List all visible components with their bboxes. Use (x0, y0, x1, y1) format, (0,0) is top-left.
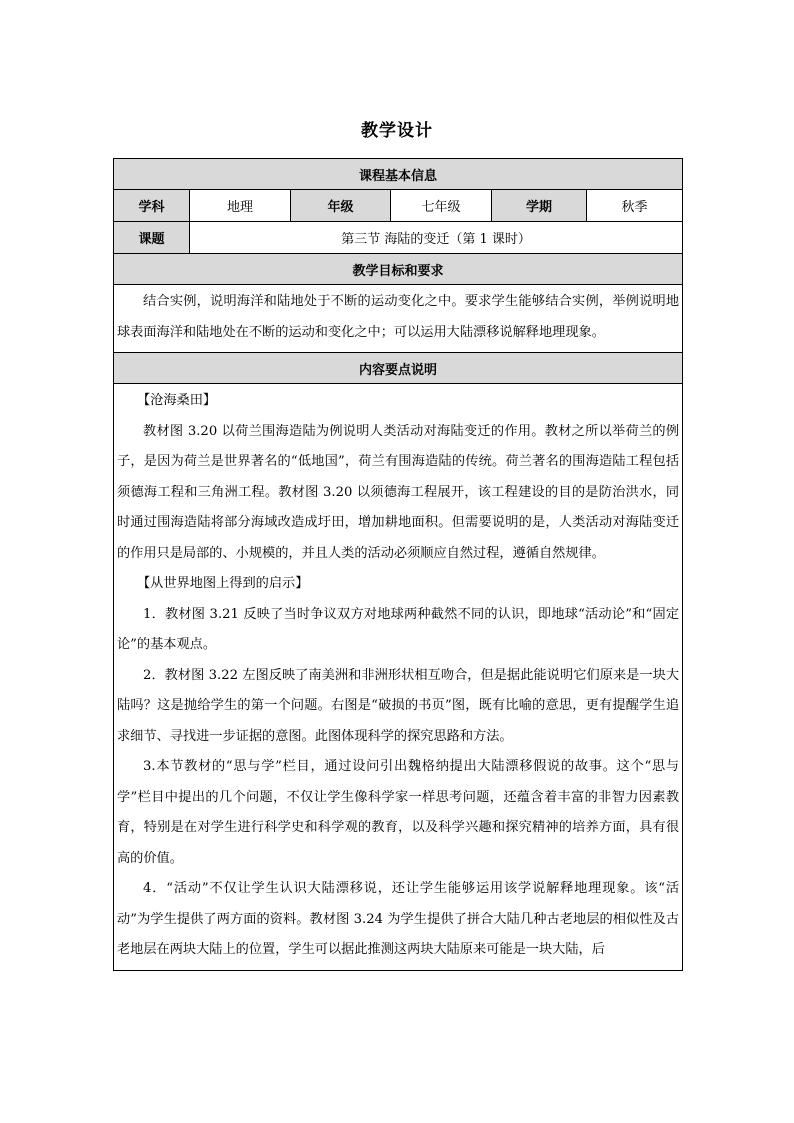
topic-value: 第三节 海陆的变迁（第 1 课时） (190, 222, 683, 254)
section-heading-world-map: 【从世界地图上得到的启示】 (137, 576, 309, 591)
subject-value: 地理 (190, 190, 291, 222)
content-paragraph: 4．“活动”不仅让学生认识大陆漂移说，还让学生能够运用该学说解释地理现象。该“活动”为学生提供了两方面的资料。教材图 3.24 为学生提供了拼合大陆几种古老地层的相似性及古老地层在两块大陆上的位置，学生可以据此推测这两块大陆原来可能是一块大陆，后 (117, 881, 680, 957)
objectives-body (114, 285, 683, 353)
content-body (114, 384, 683, 971)
subject-label: 学科 (114, 190, 190, 222)
document-title: 教学设计 (361, 121, 433, 141)
term-value: 秋季 (587, 190, 683, 222)
basic-info-header: 课程基本信息 (114, 159, 683, 190)
content-paragraph: 教材图 3.20 以荷兰围海造陆为例说明人类活动对海陆变迁的作用。教材之所以举荷兰的例子，是因为荷兰是世界著名的“低地国”，荷兰有围海造陆的传统。荷兰著名的围海造陆工程包括须德海工程和三角洲工程。教材图 3.20 以须德海工程展开，该工程建设的目的是防治洪水，同时通过围海造陆将部分海域改造成圩田，增加耕地面积。但需要说明的是，人类活动对海陆变迁的作用只是局部的、小规模的，并且人类的活动必须顺应自然过程，遵循自然规律。 (117, 423, 680, 561)
grade-value: 七年级 (391, 190, 492, 222)
lesson-plan-table (113, 158, 683, 971)
content-paragraph: 2．教材图 3.22 左图反映了南美洲和非洲形状相互吻合，但是据此能说明它们原来是一块大陆吗？这是抛给学生的第一个问题。右图是“破损的书页”图，既有比喻的意思，更有提醒学生追求细节、寻找进一步证据的意图。此图体现科学的探究思路和方法。 (117, 667, 680, 744)
objectives-text: 结合实例，说明海洋和陆地处于不断的运动变化之中。要求学生能够结合实例，举例说明地球表面海洋和陆地处在不断的运动和变化之中；可以运用大陆漂移说解释地理现象。 (117, 294, 680, 340)
topic-label: 课题 (114, 222, 190, 254)
grade-label: 年级 (291, 190, 391, 222)
objectives-header: 教学目标和要求 (114, 254, 683, 285)
content-paragraph: 3.本节教材的“思与学”栏目，通过设问引出魏格纳提出大陆漂移假说的故事。这个“思与学”栏目中提出的几个问题，不仅让学生像科学家一样思考问题，还蕴含着丰富的非智力因素教育，特别是在对学生进行科学史和科学观的教育，以及科学兴趣和探究精神的培养方面，具有很高的价值。 (117, 759, 680, 866)
term-label: 学期 (492, 190, 587, 222)
section-heading-sanghai: 【沧海桑田】 (137, 393, 217, 408)
content-paragraph: 1．教材图 3.21 反映了当时争议双方对地球两种截然不同的认识，即地球“活动论”和“固定论”的基本观点。 (117, 606, 680, 652)
content-header: 内容要点说明 (114, 353, 683, 384)
